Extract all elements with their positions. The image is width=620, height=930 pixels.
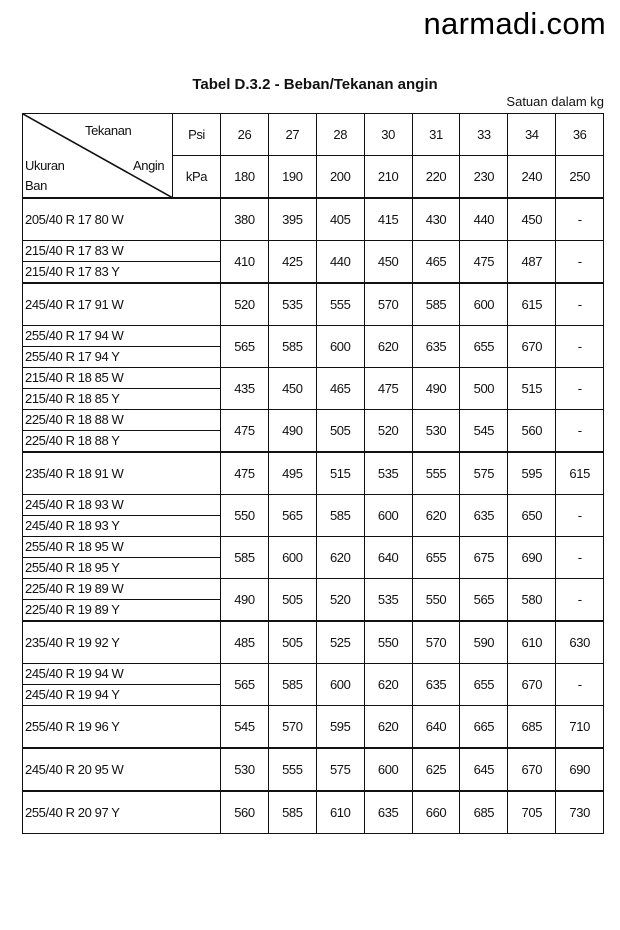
tire-size-cell	[23, 791, 221, 834]
load-value: 625	[412, 748, 460, 791]
tire-size: 245/40 R 19 94 W	[23, 664, 220, 685]
load-value: 640	[364, 537, 412, 579]
psi-value: 36	[556, 114, 604, 156]
tire-size: 255/40 R 17 94 W	[23, 326, 220, 347]
table-row	[23, 368, 604, 410]
tire-size: 255/40 R 19 96 Y	[25, 719, 120, 734]
load-value: 560	[508, 410, 556, 453]
kpa-label: kPa	[173, 156, 221, 199]
load-value: -	[556, 579, 604, 622]
load-value: 520	[316, 579, 364, 622]
load-value: 555	[316, 283, 364, 326]
load-value: -	[556, 198, 604, 241]
tire-size-cell	[23, 368, 221, 410]
load-value: 515	[316, 452, 364, 495]
load-value: 425	[268, 241, 316, 284]
load-value: 490	[412, 368, 460, 410]
load-value: 620	[316, 537, 364, 579]
load-value: 580	[508, 579, 556, 622]
header-row-psi	[23, 114, 604, 156]
load-value: 640	[412, 706, 460, 749]
load-value: 520	[364, 410, 412, 453]
tire-size-cell	[23, 537, 221, 579]
tire-size-cell	[23, 241, 221, 284]
load-value: 635	[412, 664, 460, 706]
load-value: 430	[412, 198, 460, 241]
table-row	[23, 410, 604, 453]
psi-value: 28	[316, 114, 364, 156]
tire-size: 255/40 R 18 95 W	[23, 537, 220, 558]
tire-size: 205/40 R 17 80 W	[25, 212, 124, 227]
load-value: 690	[556, 748, 604, 791]
tire-size: 215/40 R 18 85 W	[23, 368, 220, 389]
site-watermark: narmadi.com	[423, 6, 606, 41]
load-value: 675	[460, 537, 508, 579]
load-value: 515	[508, 368, 556, 410]
load-value: 645	[460, 748, 508, 791]
load-value: 450	[268, 368, 316, 410]
corner-header-cell	[23, 114, 173, 199]
load-value: 520	[221, 283, 269, 326]
load-value: 550	[364, 621, 412, 664]
kpa-value: 250	[556, 156, 604, 199]
load-value: 535	[364, 579, 412, 622]
kpa-value: 180	[221, 156, 269, 199]
load-value: 585	[268, 791, 316, 834]
tire-size-cell	[23, 748, 221, 791]
load-value: 650	[508, 495, 556, 537]
load-value: 440	[460, 198, 508, 241]
table-row	[23, 452, 604, 495]
tire-size: 245/40 R 18 93 W	[23, 495, 220, 516]
load-value: -	[556, 283, 604, 326]
table-title: Tabel D.3.2 - Beban/Tekanan angin	[192, 76, 438, 93]
load-value: 595	[316, 706, 364, 749]
load-value: 530	[412, 410, 460, 453]
tire-size-cell	[23, 621, 221, 664]
load-value: -	[556, 664, 604, 706]
psi-label: Psi	[173, 114, 221, 156]
load-value: 550	[221, 495, 269, 537]
load-value: 585	[221, 537, 269, 579]
load-value: 475	[221, 452, 269, 495]
tire-size: 255/40 R 18 95 Y	[25, 560, 120, 575]
load-value: 435	[221, 368, 269, 410]
load-value: 495	[268, 452, 316, 495]
load-value: 635	[412, 326, 460, 368]
load-value: 475	[460, 241, 508, 284]
load-value: 440	[316, 241, 364, 284]
psi-value: 33	[460, 114, 508, 156]
corner-right-label: Angin	[133, 158, 165, 173]
kpa-value: 210	[364, 156, 412, 199]
load-value: 600	[316, 326, 364, 368]
load-value: 525	[316, 621, 364, 664]
load-value: 630	[556, 621, 604, 664]
load-pressure-table	[22, 113, 604, 834]
load-value: 730	[556, 791, 604, 834]
tire-size: 225/40 R 19 89 W	[23, 579, 220, 600]
load-value: 690	[508, 537, 556, 579]
load-value: 635	[364, 791, 412, 834]
load-value: 705	[508, 791, 556, 834]
load-value: 570	[412, 621, 460, 664]
load-value: 575	[316, 748, 364, 791]
load-value: 600	[364, 748, 412, 791]
load-value: 505	[316, 410, 364, 453]
table-row	[23, 579, 604, 622]
load-value: -	[556, 326, 604, 368]
load-value: 555	[412, 452, 460, 495]
load-value: 600	[364, 495, 412, 537]
tire-size: 235/40 R 19 92 Y	[25, 635, 120, 650]
load-value: 500	[460, 368, 508, 410]
tire-size: 235/40 R 18 91 W	[25, 466, 124, 481]
load-value: 565	[268, 495, 316, 537]
load-value: 600	[460, 283, 508, 326]
load-value: 415	[364, 198, 412, 241]
load-value: 655	[412, 537, 460, 579]
tire-size-cell	[23, 283, 221, 326]
tire-size-cell	[23, 410, 221, 453]
table-row	[23, 748, 604, 791]
tire-size-cell	[23, 579, 221, 622]
psi-value: 34	[508, 114, 556, 156]
tire-size: 215/40 R 17 83 W	[23, 241, 220, 262]
load-value: 560	[221, 791, 269, 834]
load-value: 600	[316, 664, 364, 706]
table-row	[23, 198, 604, 241]
table-row	[23, 621, 604, 664]
kpa-value: 220	[412, 156, 460, 199]
psi-value: 27	[268, 114, 316, 156]
load-value: 555	[268, 748, 316, 791]
load-value: 710	[556, 706, 604, 749]
kpa-value: 240	[508, 156, 556, 199]
table-row	[23, 326, 604, 368]
unit-note: Satuan dalam kg	[506, 94, 604, 109]
load-value: 615	[508, 283, 556, 326]
load-value: 615	[556, 452, 604, 495]
load-value: 395	[268, 198, 316, 241]
load-value: 465	[412, 241, 460, 284]
load-value: 487	[508, 241, 556, 284]
table-row	[23, 706, 604, 749]
load-value: -	[556, 368, 604, 410]
load-value: 545	[221, 706, 269, 749]
load-value: 585	[316, 495, 364, 537]
load-value: 620	[412, 495, 460, 537]
load-value: 575	[460, 452, 508, 495]
tire-size: 225/40 R 18 88 Y	[25, 433, 120, 448]
load-value: 530	[221, 748, 269, 791]
corner-bottom-label: Ban	[25, 178, 47, 193]
load-value: 670	[508, 664, 556, 706]
load-value: 685	[508, 706, 556, 749]
load-value: 490	[268, 410, 316, 453]
load-value: 595	[508, 452, 556, 495]
corner-top-label: Tekanan	[85, 123, 132, 138]
tire-size: 225/40 R 18 88 W	[23, 410, 220, 431]
load-value: 475	[364, 368, 412, 410]
load-value: 450	[364, 241, 412, 284]
tire-size: 245/40 R 20 95 W	[25, 762, 124, 777]
tire-size: 255/40 R 17 94 Y	[25, 349, 120, 364]
load-value: 545	[460, 410, 508, 453]
load-value: 565	[221, 664, 269, 706]
load-value: 485	[221, 621, 269, 664]
tire-size: 245/40 R 17 91 W	[25, 297, 124, 312]
kpa-value: 200	[316, 156, 364, 199]
table-row	[23, 241, 604, 284]
load-value: 570	[364, 283, 412, 326]
load-value: 585	[412, 283, 460, 326]
table-row	[23, 495, 604, 537]
load-value: 465	[316, 368, 364, 410]
load-value: 670	[508, 326, 556, 368]
load-value: 620	[364, 664, 412, 706]
tire-size-cell	[23, 452, 221, 495]
table-row	[23, 537, 604, 579]
load-value: 410	[221, 241, 269, 284]
load-value: 570	[268, 706, 316, 749]
load-value: 565	[221, 326, 269, 368]
psi-value: 26	[221, 114, 269, 156]
load-value: 655	[460, 664, 508, 706]
tire-size: 255/40 R 20 97 Y	[25, 805, 120, 820]
load-value: 450	[508, 198, 556, 241]
tire-size-cell	[23, 706, 221, 749]
load-value: 585	[268, 326, 316, 368]
table-row	[23, 283, 604, 326]
psi-value: 30	[364, 114, 412, 156]
load-value: 405	[316, 198, 364, 241]
load-value: 590	[460, 621, 508, 664]
load-value: 535	[364, 452, 412, 495]
load-value: 635	[460, 495, 508, 537]
load-value: 670	[508, 748, 556, 791]
tire-size-cell	[23, 495, 221, 537]
load-value: 505	[268, 621, 316, 664]
kpa-value: 190	[268, 156, 316, 199]
load-value: 600	[268, 537, 316, 579]
load-value: 565	[460, 579, 508, 622]
load-value: 610	[508, 621, 556, 664]
psi-value: 31	[412, 114, 460, 156]
tire-size: 225/40 R 19 89 Y	[25, 602, 120, 617]
kpa-value: 230	[460, 156, 508, 199]
load-value: -	[556, 241, 604, 284]
load-value: 610	[316, 791, 364, 834]
load-value: 535	[268, 283, 316, 326]
load-value: -	[556, 537, 604, 579]
tire-size: 245/40 R 19 94 Y	[25, 687, 120, 702]
load-value: -	[556, 410, 604, 453]
load-value: 620	[364, 706, 412, 749]
load-value: 505	[268, 579, 316, 622]
tire-size: 215/40 R 17 83 Y	[25, 264, 120, 279]
load-value: 550	[412, 579, 460, 622]
tire-size: 245/40 R 18 93 Y	[25, 518, 120, 533]
load-value: 490	[221, 579, 269, 622]
load-value: 475	[221, 410, 269, 453]
load-value: -	[556, 495, 604, 537]
load-value: 685	[460, 791, 508, 834]
load-value: 620	[364, 326, 412, 368]
tire-size-cell	[23, 326, 221, 368]
tire-size: 215/40 R 18 85 Y	[25, 391, 120, 406]
load-value: 665	[460, 706, 508, 749]
load-value: 585	[268, 664, 316, 706]
load-value: 380	[221, 198, 269, 241]
table-row	[23, 664, 604, 706]
table-row	[23, 791, 604, 834]
load-value: 655	[460, 326, 508, 368]
corner-left-label: Ukuran	[25, 158, 65, 173]
tire-size-cell	[23, 198, 221, 241]
tire-size-cell	[23, 664, 221, 706]
load-value: 660	[412, 791, 460, 834]
